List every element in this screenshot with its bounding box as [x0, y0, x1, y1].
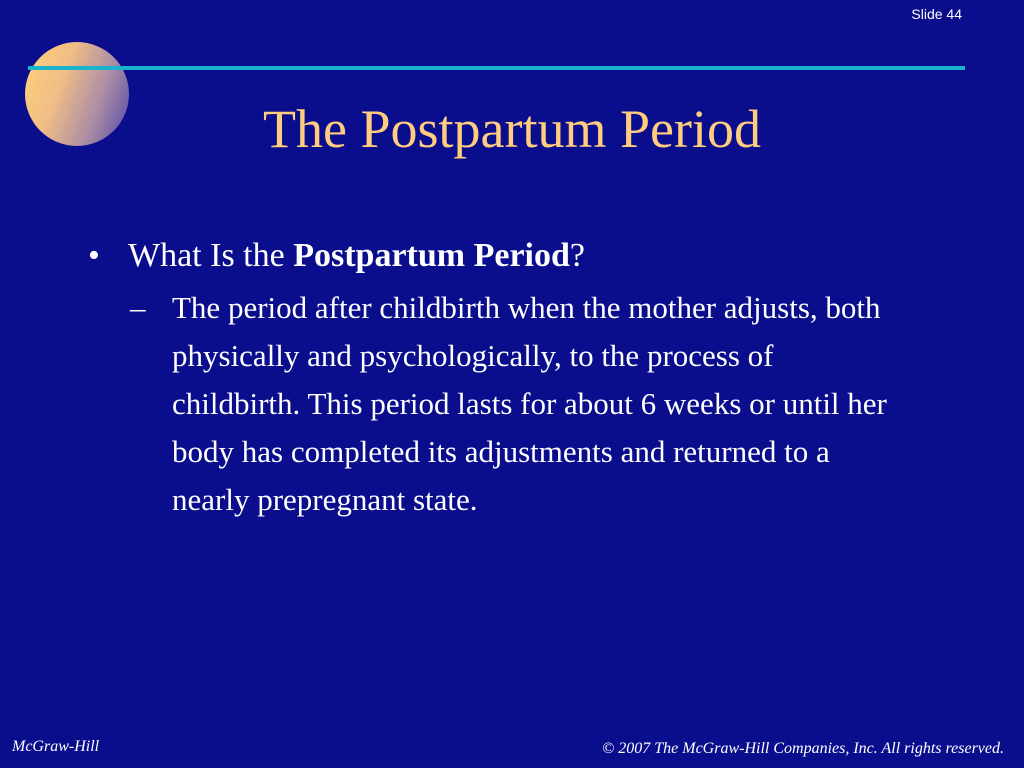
footer-publisher: McGraw-Hill	[12, 738, 100, 755]
slide-number: Slide 44	[911, 6, 962, 22]
slide-content	[88, 232, 948, 524]
header-rule	[28, 66, 965, 70]
sub-bullet-item	[130, 284, 892, 524]
bullet-bold-term: Postpartum Period	[293, 237, 570, 274]
slide-title: The Postpartum Period	[263, 99, 761, 159]
sub-bullet-text: The period after childbirth when the mother adjusts, both physically and psychologically, to the process of childbirth. This period lasts for about 6 weeks or until her body has completed its adjustments and returned to a nearly prepregnant state.	[172, 290, 887, 517]
dash-icon: –	[130, 290, 146, 325]
bullet-prefix: What Is the	[128, 237, 294, 274]
bullet-icon: •	[88, 237, 100, 274]
bullet-item	[88, 232, 948, 280]
bullet-suffix: ?	[569, 237, 585, 274]
footer-copyright: © 2007 The McGraw-Hill Companies, Inc. All rights reserved.	[602, 740, 1004, 757]
